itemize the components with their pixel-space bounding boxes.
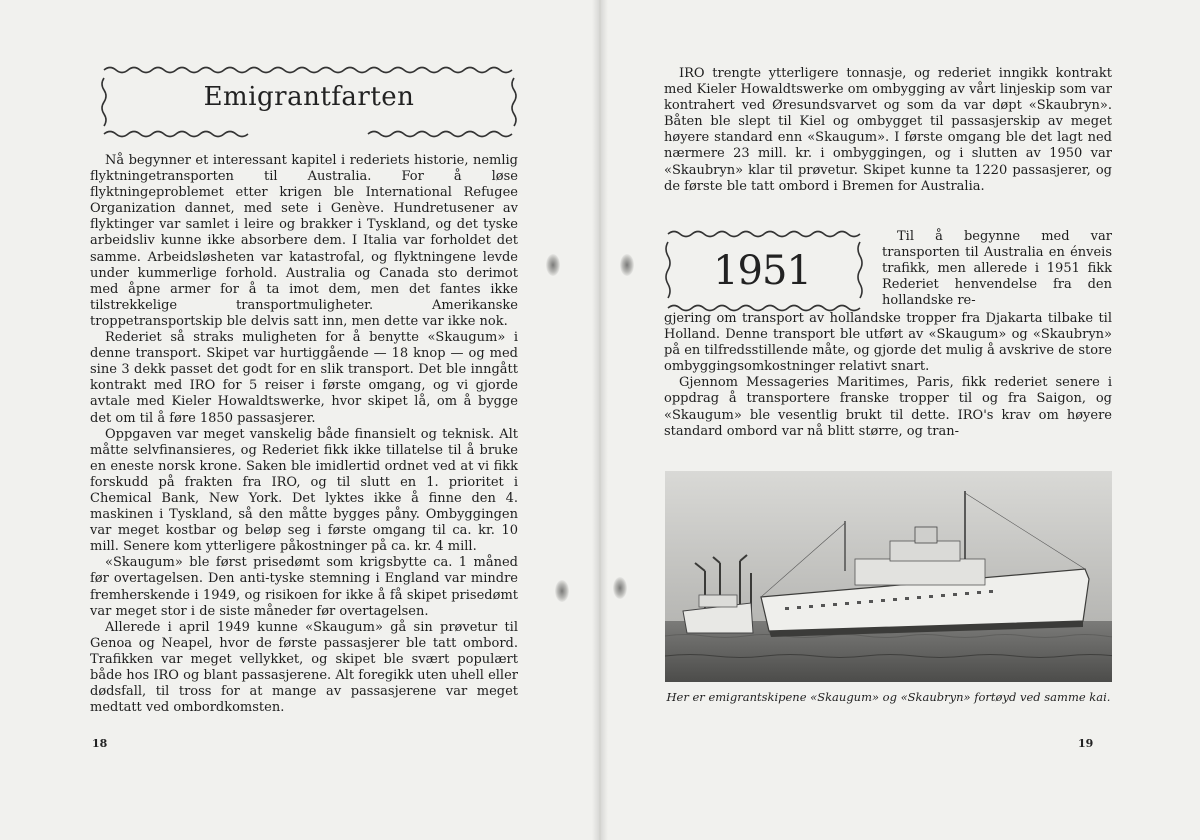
ships-image bbox=[665, 471, 1112, 682]
chapter-title-frame bbox=[100, 62, 518, 142]
paragraph: Til å begynne med var transporten til Australia en énveis trafikk, men allerede i 1951 fikk Rederiet henvendelse fra den hollandske re- bbox=[882, 229, 1112, 309]
ships-photo bbox=[665, 471, 1112, 682]
binding-hole-icon bbox=[555, 580, 569, 602]
year-heading-frame bbox=[664, 226, 870, 316]
paragraph: IRO trengte ytterligere tonnasje, og rederiet inngikk kontrakt med Kieler Howaldtswerke om ombygging av vårt linjeskip som var kontrahert ved Øresundsvarvet og som da var døpt «Skaubryn». Båten ble slept til Kiel og ombygget til passasjerskip av meget høyere standard enn «Skaugum». I første omgang ble det lagt ned nærmere 23 mill. kr. i ombyggingen, og i slutten av 1950 var «Skaubryn» klar til prøvetur. Skipet kunne ta 1220 passasjerer, og de første ble tatt ombord i Bremen for Australia. bbox=[664, 66, 1112, 194]
page-number-right: 19 bbox=[1078, 737, 1094, 750]
binding-hole-icon bbox=[613, 577, 627, 599]
right-wrap-text bbox=[882, 229, 1112, 309]
page-number-left: 18 bbox=[92, 737, 108, 750]
book-gutter bbox=[592, 0, 608, 840]
paragraph: Gjennom Messageries Maritimes, Paris, fikk rederiet senere i oppdrag å transportere franske tropper til og fra Saigon, og «Skaugum» ble vesentlig brukt til dette. IRO's krav om høyere standard ombord var nå blitt større, og tran- bbox=[664, 375, 1112, 439]
paragraph: gjering om transport av hollandske tropper fra Djakarta tilbake til Holland. Denne transport ble utført av «Skaugum» og «Skaubryn» på en tilfredsstillende måte, og gjorde det mulig å avskrive de store ombyggingsomkostninger relativt snart. bbox=[664, 311, 1113, 375]
photo-caption: Her er emigrantskipene «Skaugum» og «Skaubryn» fortøyd ved samme kai. bbox=[666, 690, 1111, 704]
paragraph: Allerede i april 1949 kunne «Skaugum» gå sin prøvetur til Genoa og Neapel, hvor de første passasjerer ble tatt ombord. Trafikken var meget vellykket, og skipet ble svært populært både hos IRO og blant passasjerene. Alt foregikk uten uhell eller dødsfall, til tross for at mange av passasjerene var meget medtatt ved ombordkomsten. bbox=[90, 619, 518, 716]
paragraph: Nå begynner et interessant kapitel i rederiets historie, nemlig flyktningetransporten til Australia. For å løse flyktningeproblemet etter krigen ble International Refugee Organization dannet, med sete i Genève. Hundretusener av flyktinger var samlet i leire og brakker i Tyskland, og det tyske arbeidsliv kunne ikke absorbere dem. I Italia var forholdet det samme. Arbeidsløsheten var katastrofal, og flyktningene levde under kummerlige forhold. Australia og Canada sto derimot med åpne armer for å ta imot dem, men det fantes ikke tilstrekkelige transportmuligheter. Amerikanske troppetransportskip ble delvis satt inn, men dette var ikke nok. bbox=[90, 153, 518, 329]
paragraph: Oppgaven var meget vanskelig både finansielt og teknisk. Alt måtte selvfinansieres, og Rederiet fikk ikke tillatelse til å bruke en eneste norsk krone. Saken ble imidlertid ordnet ved at vi fikk forskudd på frakten fra IRO, og til slutt en 1. prioritet i Chemical Bank, New York. Det lyktes ikke å finne den 4. maskinen i Tyskland, så den måtte bygges påny. Ombyggingen var meget kostbar og beløp seg i første omgang til ca. kr. 10 mill. Senere kom ytterligere påkostninger på ca. kr. 4 mill. bbox=[90, 426, 518, 555]
left-body-text bbox=[90, 153, 518, 716]
right-continued-text bbox=[664, 311, 1112, 440]
binding-hole-icon bbox=[546, 254, 560, 276]
paragraph: «Skaugum» ble først prisedømt som krigsbytte ca. 1 måned før overtagelsen. Den anti-tyske stemning i England var mindre fremherskende i 1949, og risikoen for ikke å få skipet prisedømt var meget stor i de siste måneder før overtagelsen. bbox=[90, 555, 518, 619]
binding-hole-icon bbox=[620, 254, 634, 276]
year-heading: 1951 bbox=[713, 248, 811, 294]
paragraph: Rederiet så straks muligheten for å benytte «Skaugum» i denne transport. Skipet var hurtiggående — 18 knop — og med sine 3 dekk passet det godt for en slik transport. Det ble inngått kontrakt med IRO for 5 reiser i første omgang, og vi gjorde avtale med Kieler Howaldtswerke, hvor skipet lå, om å bygge det om til å føre 1850 passasjerer. bbox=[90, 330, 518, 426]
right-top-text bbox=[664, 66, 1112, 195]
chapter-title: Emigrantfarten bbox=[203, 82, 415, 112]
